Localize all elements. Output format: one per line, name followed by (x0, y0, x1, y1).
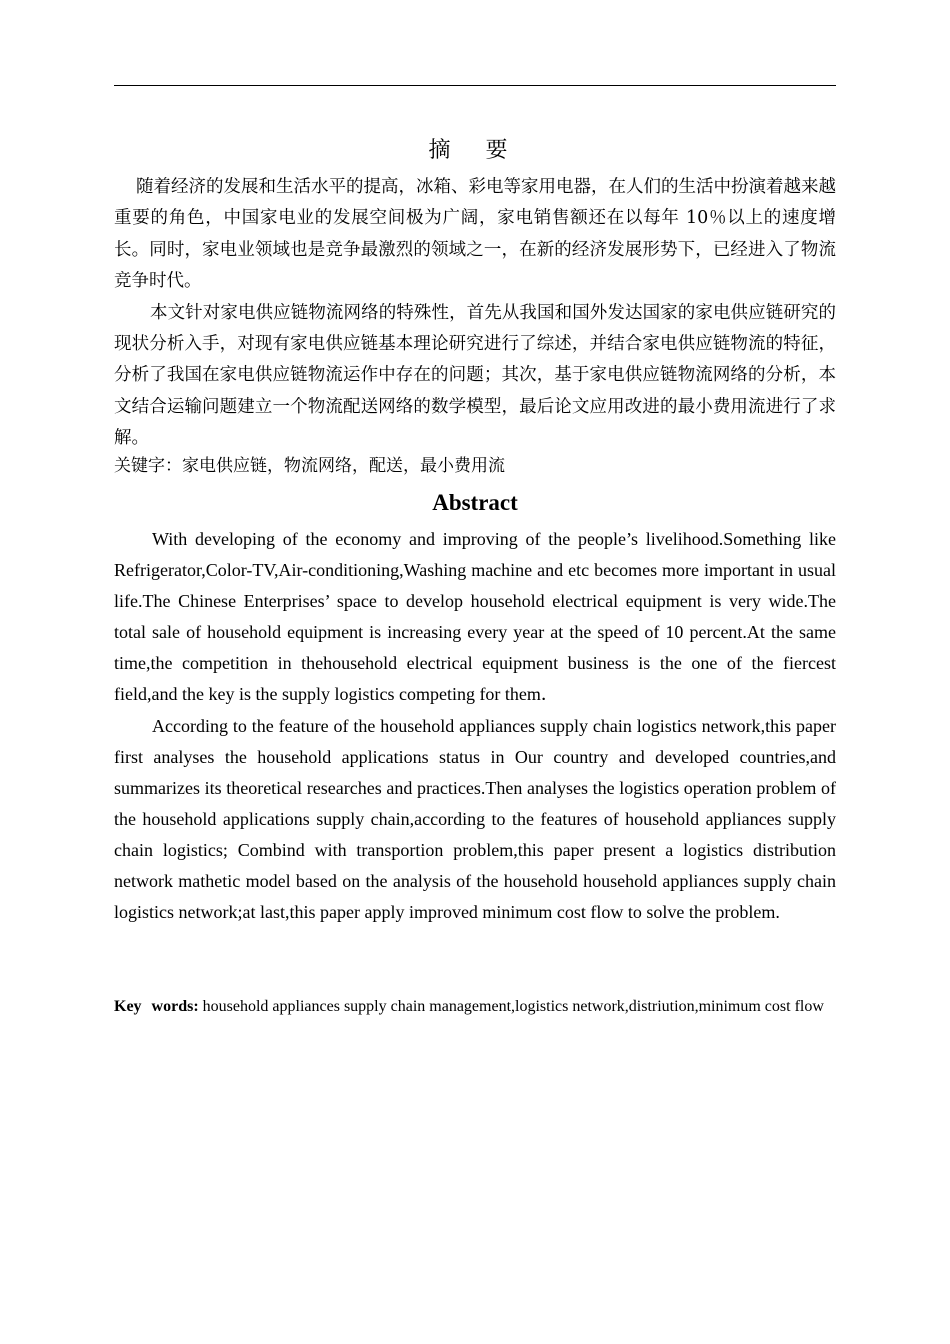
keywords-en-label: Key words: (114, 998, 199, 1015)
keywords-zh-value: 家电供应链，物流网络，配送，最小费用流 (182, 456, 505, 476)
abstract-en-keywords (114, 994, 836, 1019)
abstract-zh-paragraph: 随着经济的发展和生活水平的提高，冰箱、彩电等家用电器，在人们的生活中扮演着越来越重要的角色，中国家电业的发展空间极为广阔，家电销售额还在以每年 10％以上的速度增长。同时，家电业领域也是竞争最激烈的领域之一，在新的经济发展形势下，已经进入了物流竞争时代。 (114, 177, 836, 292)
keywords-zh-label: 关键字： (114, 456, 182, 476)
keywords-en-value: household appliances supply chain management,logistics network,distriution,minimum cost flow (202, 998, 824, 1015)
abstract-zh-keywords (114, 452, 836, 480)
abstract-zh-paragraph: 本文针对家电供应链物流网络的特殊性，首先从我国和国外发达国家的家电供应链研究的现状分析入手，对现有家电供应链基本理论研究进行了综述，并结合家电供应链物流的特征，分析了我国在家电供应链物流运作中存在的问题；其次，基于家电供应链物流网络的分析，本文结合运输问题建立一个物流配送网络的数学模型，最后论文应用改进的最小费用流进行了求解。 (114, 302, 836, 449)
header-rule (114, 85, 836, 86)
abstract-en-title: Abstract (432, 490, 518, 515)
abstract-zh-body (114, 172, 836, 455)
abstract-en-paragraph: With developing of the economy and improving of the people’s livelihood.Something like Refrigerator,Color-TV,Air-conditioning,Washing machine and etc becomes more important in usual life.The Chinese Enterprises’ space to develop household electrical equipment is very wide.The total sale of household equipment is increasing every year at the speed of 10 percent.At the same time,the competition in thehousehold electrical equipment business is the one of the fiercest field,and the key is the supply logistics competing for them． (114, 529, 836, 705)
abstract-zh-title: 摘 要 (428, 138, 522, 163)
abstract-en-paragraph: According to the feature of the household appliances supply chain logistics network,this paper first analyses the household applications status in Our country and developed countries,and summarizes its theoretical researches and practices.Then analyses the logistics operation problem of the household applications supply chain,according to the features of household appliances supply chain logistics; Combind with transportion problem,this paper present a logistics distribution network mathetic model based on the analysis of the household household appliances supply chain logistics network;at last,this paper apply improved minimum cost flow to solve the problem. (114, 715, 836, 923)
abstract-en-body (114, 524, 836, 928)
